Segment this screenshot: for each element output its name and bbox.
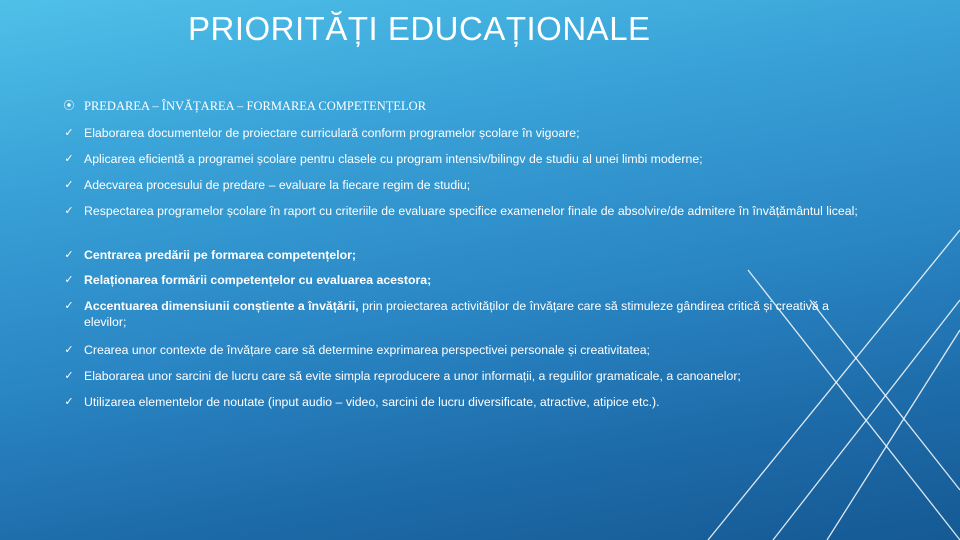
list-item-text: Elaborarea unor sarcini de lucru care să evite simpla reproducere a unor informații, a regulilor gramaticale, a canoanelor;	[84, 369, 741, 383]
target-bullet-icon: ⦿	[63, 100, 75, 112]
checkmark-icon: ✓	[64, 396, 74, 408]
list-item-text: Elaborarea documentelor de proiectare curriculară conform programelor școlare în vigoare;	[84, 126, 580, 140]
checkmark-icon: ✓	[64, 153, 74, 165]
checkmark-icon: ✓	[64, 370, 74, 382]
slide-title: PRIORITĂȚI EDUCAȚIONALE	[188, 10, 651, 47]
checkmark-icon: ✓	[64, 300, 74, 312]
checkmark-icon: ✓	[64, 344, 74, 356]
list-item-text: Aplicarea eficientă a programei școlare pentru clasele cu program intensiv/bilingv de studiu al unei limbi moderne;	[84, 152, 703, 166]
checkmark-icon: ✓	[64, 249, 74, 261]
checkmark-icon: ✓	[64, 179, 74, 191]
checkmark-icon: ✓	[64, 127, 74, 139]
checkmark-icon: ✓	[64, 274, 74, 286]
list-item-bold: Accentuarea dimensiunii conștiente a învățării,	[84, 299, 359, 313]
list-item-bold: Centrarea predării pe formarea competențelor;	[84, 248, 356, 262]
list-item-text: Crearea unor contexte de învățare care să determine exprimarea perspectivei personale și creativitatea;	[84, 343, 650, 357]
list-item-text: Adecvarea procesului de predare – evaluare la fiecare regim de studiu;	[84, 178, 471, 192]
list-item-text: Respectarea programelor școlare în raport cu criteriile de evaluare specifice examenelor finale de absolvire/de admitere în învățământul liceal;	[84, 204, 858, 218]
list-item-bold: Relaționarea formării competențelor cu evaluarea acestora;	[84, 273, 432, 287]
list-item-text: Utilizarea elementelor de noutate (input audio – video, sarcini de lucru diversificate, atractive, atipice etc.).	[84, 395, 660, 409]
list-item-text: prin proiectarea activităților de învățare care să stimuleze gândirea critică și creativă a elevilor;	[84, 299, 829, 329]
checkmark-icon: ✓	[64, 205, 74, 217]
section-heading-text: PREDAREA – ÎNVĂȚAREA – FORMAREA COMPETENȚELOR	[84, 99, 427, 113]
